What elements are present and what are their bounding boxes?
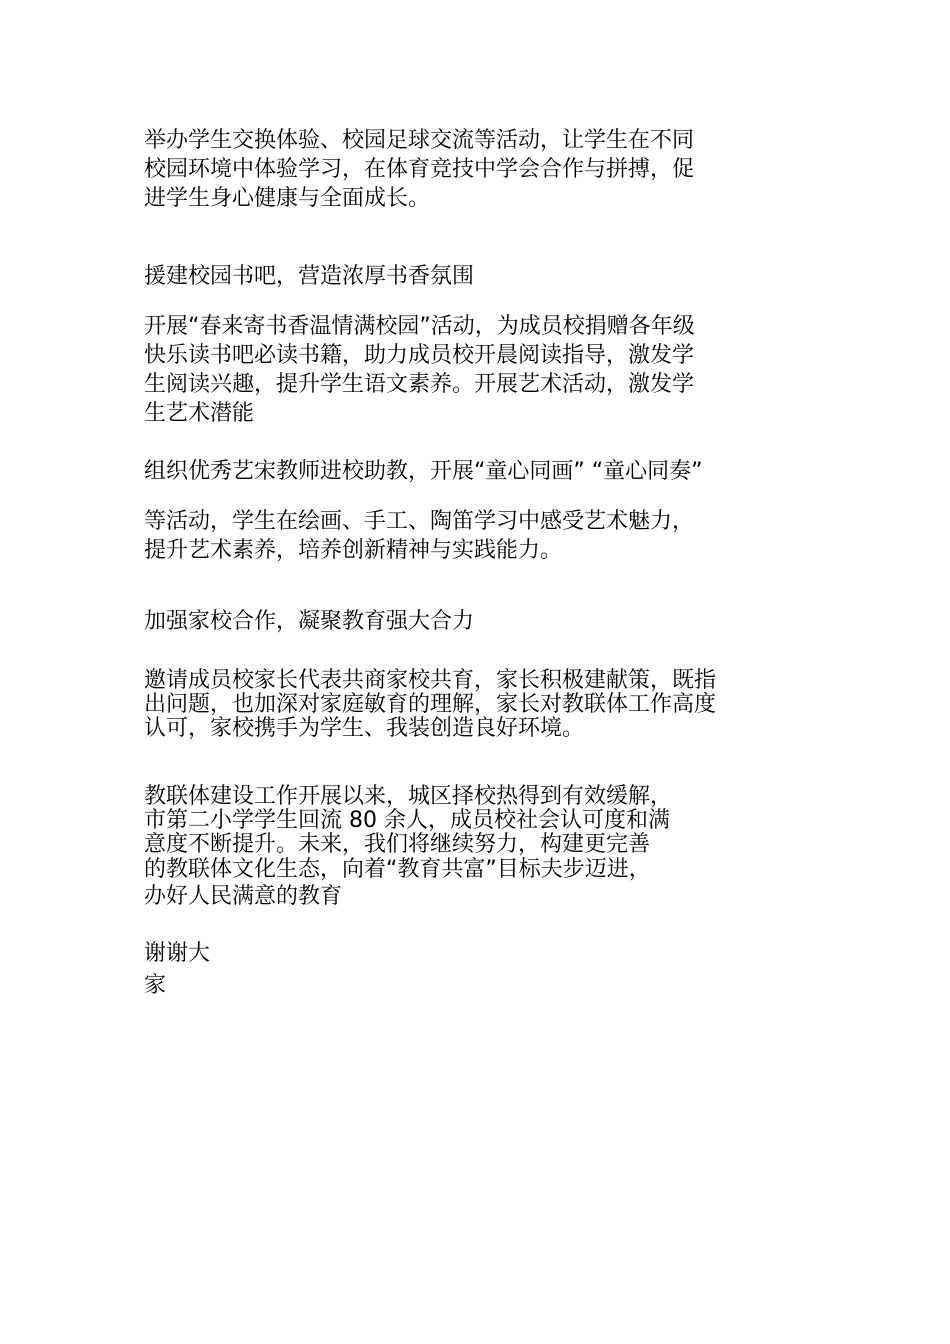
text-line: 快乐读书吧必读书籍，助力成员校开晨阅读指导，激发学: [144, 343, 695, 368]
text-line: 邀请成员校家长代表共商家校共育，家长积极建献策，既指: [144, 668, 717, 693]
text-line: 意度不断提升。未来，我们将继续努力，构建更完善: [144, 832, 651, 857]
text-line: 的教联体文化生态，向着“教育共富”目标夫步迈进，: [144, 857, 651, 882]
text-line: 认可，家校携手为学生、我装创造良好环境。: [144, 716, 585, 741]
closing-text: 谢谢大: [144, 941, 211, 966]
text-line: 教联体建设工作开展以来，城区择校热得到有效缓解，: [144, 784, 673, 809]
text-line: 出问题，也加深对家庭敏育的理解，家长对教联体工作高度: [144, 692, 717, 717]
text-line: 进学生身心健康与全面成长。: [144, 186, 431, 211]
text-line: 生阅读兴趣，提升学生语文素养。开展艺术活动，激发学: [144, 372, 695, 397]
section-heading: 加强家校合作，凝聚教育强大合力: [144, 609, 475, 634]
text-line: 生艺术潜能: [144, 401, 255, 426]
text-line: 举办学生交换体验、校园足球交流等活动，让学生在不同: [144, 128, 695, 153]
text-line: 等活动，学生在绘画、手工、陶笛学习中感受艺术魅力，: [144, 509, 695, 534]
section-heading: 援建校园书吧，营造浓厚书香氛围: [144, 264, 475, 289]
text-line: 组织优秀艺宋教师进校助教，开展“童心同画” “童心同奏”: [144, 459, 703, 484]
text-line: 提升艺术素养，培养创新精神与实践能力。: [144, 538, 563, 563]
text-line: 市第二小学学生回流 80 余人，成员校社会认可度和满: [144, 808, 670, 833]
text-line: 校园环境中体验学习，在体育竞技中学会合作与拼搏，促: [144, 157, 695, 182]
text-line: 开展“春来寄书香温情满校园”活动，为成员校捐赠各年级: [144, 314, 695, 339]
text-line: 办好人民满意的教育: [144, 884, 343, 909]
closing-text: 家: [144, 973, 167, 998]
